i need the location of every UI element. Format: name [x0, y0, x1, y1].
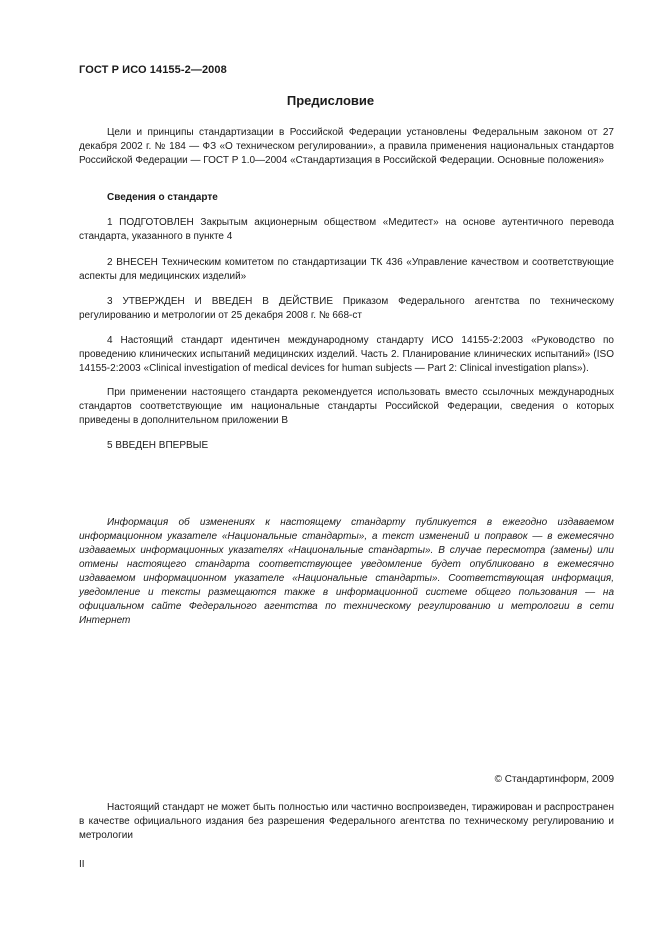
page-number: II — [79, 859, 85, 870]
changes-notice: Информация об изменениях к настоящему стандарту публикуется в ежегодно издаваемом информационном указателе «Национальные стандарты», а текст изменений и поправок — в ежемесячно издаваемых информационных указателях «Национальные стандарты». В случае пересмотра (замены) или отмены настоящего стандарта соответствующее уведомление будет опубликовано в ежемесячно издаваемом информационном указателе «Национальные стандарты». Соответствующая информация, уведомление и тексты размещаются также в информационной системе общего пользования — на официальном сайте Федерального агентства по техническому регулированию и метрологии в сети Интернет — [79, 517, 614, 626]
document-code: ГОСТ Р ИСО 14155-2—2008 — [79, 64, 227, 76]
section-subheading: Сведения о стандарте — [107, 192, 218, 203]
intro-paragraph: Цели и принципы стандартизации в Российской Федерации установлены Федеральным законом от 27 декабря 2002 г. № 184 — ФЗ «О техническом регулировании», а правила применения национальных стандартов Российской Федерации — ГОСТ Р 1.0—2004 «Стандартизация в Российской Федерации. Основные положения» — [79, 127, 614, 166]
page-title: Предисловие — [286, 93, 375, 108]
info-item-1: 1 ПОДГОТОВЛЕН Закрытым акционерным обществом «Медитест» на основе аутентичного перевода стандарта, указанного в пункте 4 — [79, 217, 614, 242]
reproduction-notice: Настоящий стандарт не может быть полностью или частично воспроизведен, тиражирован и распространен в качестве официального издания без разрешения Федерального агентства по техническому регулированию и метрологии — [79, 802, 614, 841]
info-item-2: 2 ВНЕСЕН Техническим комитетом по стандартизации ТК 436 «Управление качеством и соответствующие аспекты для медицинских изделий» — [79, 257, 614, 282]
info-item-4-note: При применении настоящего стандарта рекомендуется использовать вместо ссылочных международных стандартов соответствующие им национальные стандарты Российской Федерации, сведения о которых приведены в дополнительном приложении В — [79, 387, 614, 426]
info-item-4: 4 Настоящий стандарт идентичен международному стандарту ИСО 14155-2:2003 «Руководство по проведению клинических испытаний медицинских изделий. Часть 2. Планирование клинических испытаний» (ISO 14155-2:2003 «Clinical investigation of medical devices for human subjects — Part 2: Clinical investigation plans»). — [79, 335, 614, 374]
copyright-line: © Стандартинформ, 2009 — [494, 774, 614, 785]
info-item-3: 3 УТВЕРЖДЕН И ВВЕДЕН В ДЕЙСТВИЕ Приказом Федерального агентства по техническому регулированию и метрологии от 25 декабря 2008 г. № 668-ст — [79, 296, 614, 321]
info-item-5: 5 ВВЕДЕН ВПЕРВЫЕ — [107, 440, 209, 451]
